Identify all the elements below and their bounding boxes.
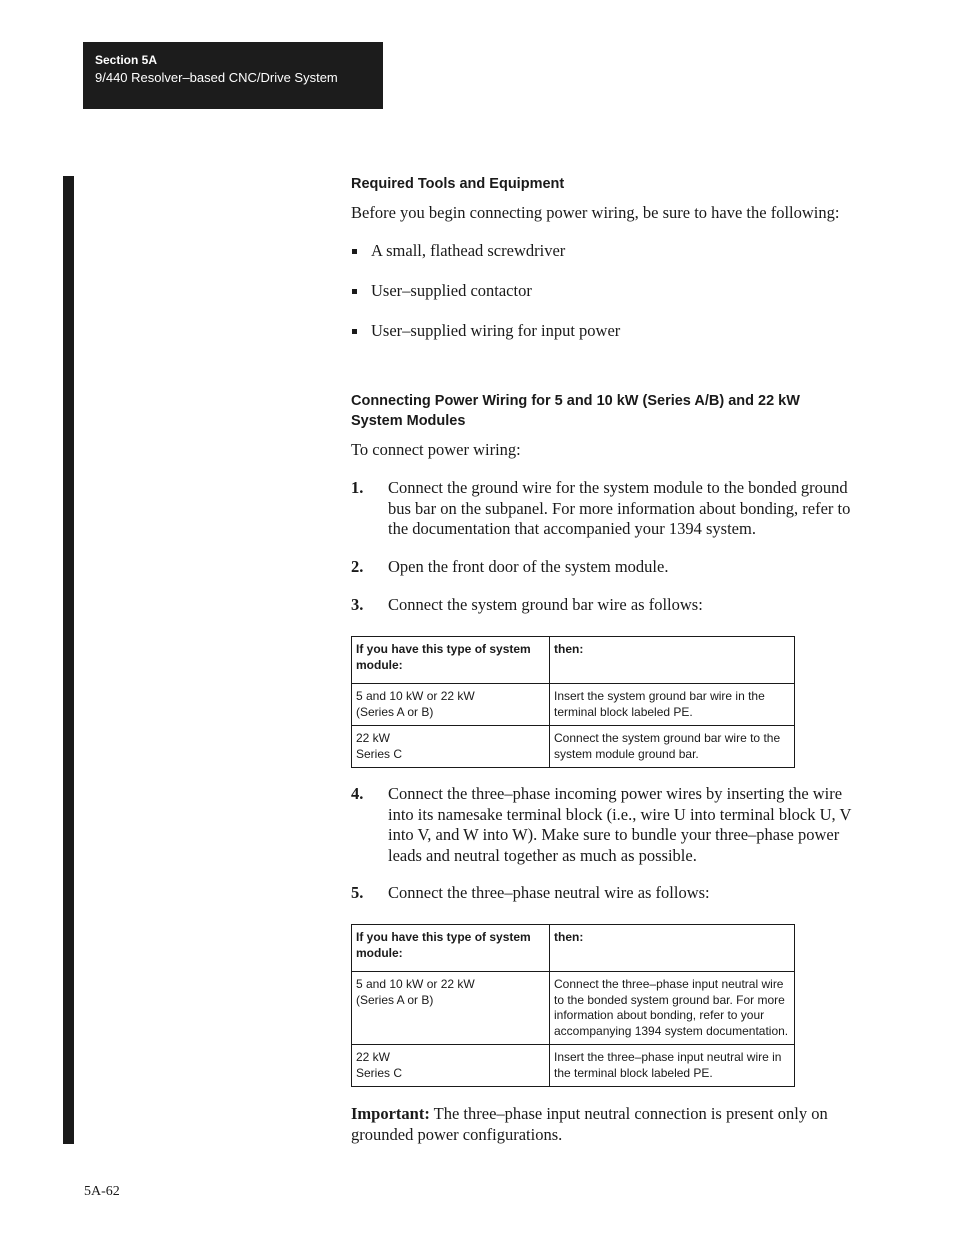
- important-text: The three–phase input neutral connection is present only on grounded power configurations.: [351, 1104, 828, 1144]
- tools-heading: Required Tools and Equipment: [351, 176, 565, 192]
- table-row: 5 and 10 kW or 22 kW (Series A or B) Connect the three–phase input neutral wire to the bonded system ground bar. For more information about bonding, refer to your accompanying 1394 system documentation.: [352, 972, 795, 1045]
- wiring-intro: To connect power wiring:: [351, 440, 521, 459]
- side-bar: [63, 176, 74, 1144]
- section-header: [83, 42, 383, 109]
- wiring-heading: Connecting Power Wiring for 5 and 10 kW (Series A/B) and 22 kW System Modules: [351, 393, 800, 429]
- bullet-icon: [352, 329, 357, 334]
- tools-intro: Before you begin connecting power wiring, be sure to have the following:: [351, 203, 840, 222]
- table-row: 22 kW Series C Connect the system ground bar wire to the system module ground bar.: [352, 726, 795, 768]
- neutral-wire-table: [351, 924, 795, 1087]
- table-row: 5 and 10 kW or 22 kW (Series A or B) Insert the system ground bar wire in the terminal block labeled PE.: [352, 684, 795, 726]
- section-label: Section 5A: [95, 53, 158, 67]
- important-note: [351, 1104, 861, 1145]
- bullet-icon: [352, 289, 357, 294]
- table-header: If you have this type of system module:: [352, 637, 550, 684]
- section-subtitle: 9/440 Resolver–based CNC/Drive System: [95, 70, 338, 85]
- table-header: then:: [550, 925, 795, 972]
- bullet-icon: [352, 249, 357, 254]
- table-header: then:: [550, 637, 795, 684]
- important-label: Important:: [351, 1104, 430, 1123]
- page-number: 5A-62: [84, 1184, 120, 1199]
- table-header: If you have this type of system module:: [352, 925, 550, 972]
- ground-bar-table: [351, 636, 795, 768]
- table-row: 22 kW Series C Insert the three–phase input neutral wire in the terminal block labeled PE.: [352, 1045, 795, 1087]
